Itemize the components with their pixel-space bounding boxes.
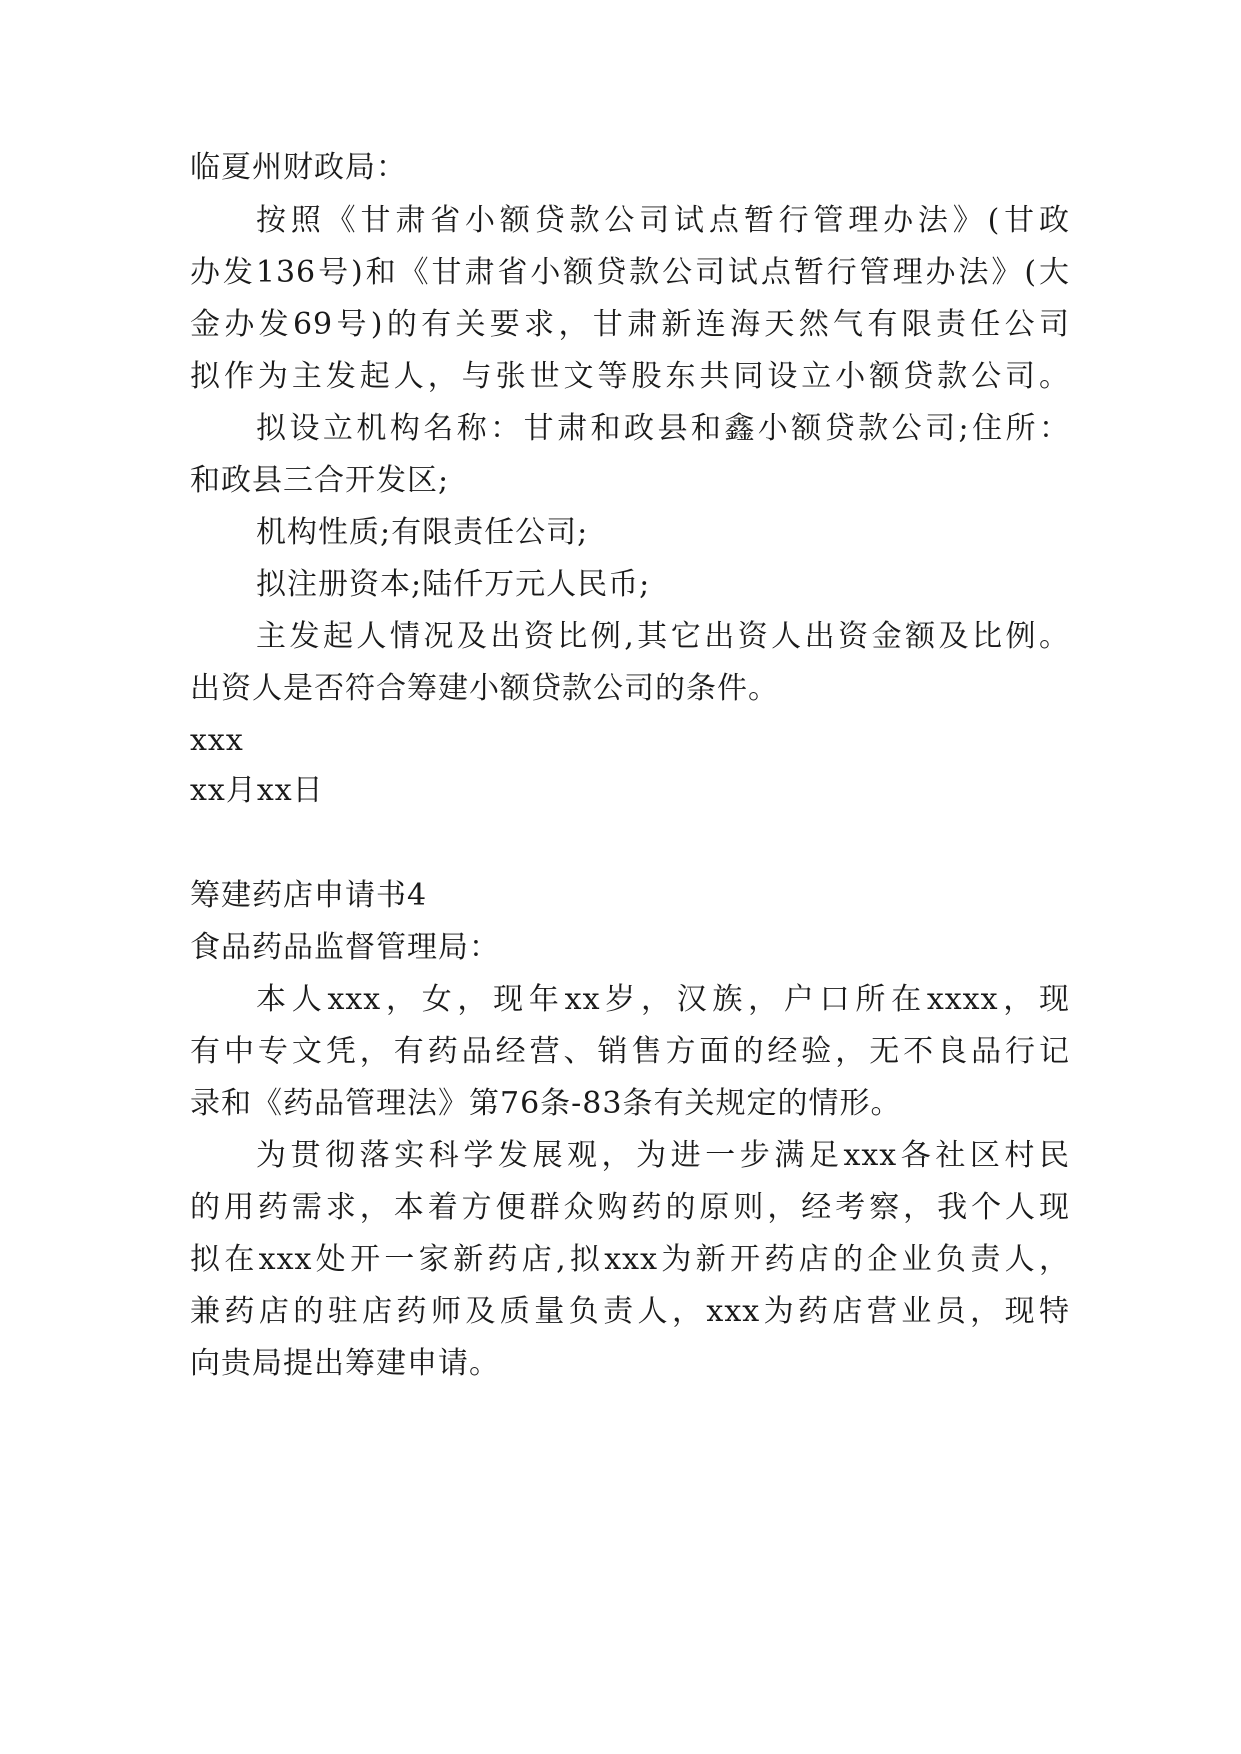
paragraph-line: 本人xxx，女，现年xx岁，汉族，户口所在xxxx，现 [256,982,1070,1017]
salutation-finance-bureau: 临夏州财政局： [190,150,407,185]
paragraph-line: 和政县三合开发区; [190,463,450,498]
paragraph-line: 出资人是否符合筹建小额贷款公司的条件。 [190,671,779,706]
salutation-drug-administration: 食品药品监督管理局： [190,930,500,965]
paragraph-line: 拟作为主发起人，与张世文等股东共同设立小额贷款公司。 [190,359,1070,394]
date: xx月xx日 [190,773,324,808]
paragraph-line: 拟在xxx处开一家新药店,拟xxx为新开药店的企业负责人， [190,1242,1070,1277]
signature: xxx [190,723,244,758]
paragraph-line: 拟注册资本;陆仟万元人民币; [256,567,651,602]
paragraph-line: 机构性质;有限责任公司; [256,515,589,550]
section-title: 筹建药店申请书4 [190,878,428,913]
paragraph-line: 向贵局提出筹建申请。 [190,1346,500,1381]
paragraph-line: 拟设立机构名称：甘肃和政县和鑫小额贷款公司;住所： [256,411,1070,446]
paragraph-line: 录和《药品管理法》第76条-83条有关规定的情形。 [190,1086,902,1121]
paragraph-line: 有中专文凭，有药品经营、销售方面的经验，无不良品行记 [190,1034,1070,1069]
paragraph-line: 为贯彻落实科学发展观，为进一步满足xxx各社区村民 [256,1138,1070,1173]
paragraph-line: 的用药需求，本着方便群众购药的原则，经考察，我个人现 [190,1190,1070,1225]
paragraph-line: 兼药店的驻店药师及质量负责人，xxx为药店营业员，现特 [190,1294,1070,1329]
paragraph-line: 金办发69号)的有关要求，甘肃新连海天然气有限责任公司 [190,307,1070,342]
paragraph-line: 主发起人情况及出资比例,其它出资人出资金额及比例。 [256,619,1070,654]
paragraph-line: 按照《甘肃省小额贷款公司试点暂行管理办法》(甘政 [256,203,1070,238]
paragraph-line: 办发136号)和《甘肃省小额贷款公司试点暂行管理办法》(大 [190,255,1070,290]
